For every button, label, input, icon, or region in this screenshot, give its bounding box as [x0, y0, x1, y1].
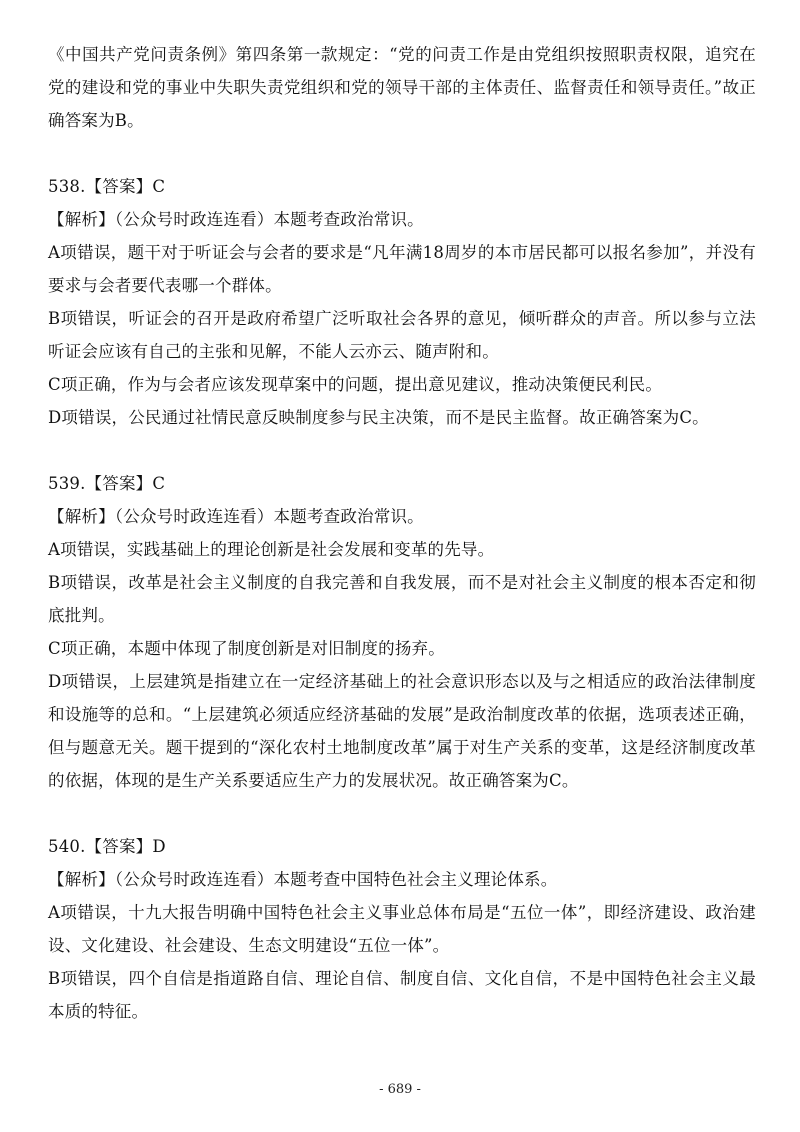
answer-540-analysis: 【解析】（公众号时政连连看）本题考查中国特色社会主义理论体系。: [48, 870, 558, 889]
answer-540: [48, 830, 756, 1028]
answer-539-option-d: D项错误，上层建筑是指建立在一定经济基础上的社会意识形态以及与之相适应的政治法律制度和设施等的总和。“上层建筑必须适应经济基础的发展”是政治制度改革的依据，选项表述正确，但与题意无关。题干提到的“深化农村土地制度改革”属于对生产关系的变革，这是经济制度改革的依据，体现的是生产关系要适应生产力的发展状况。故正确答案为C。: [48, 672, 756, 790]
spacer: [48, 137, 756, 170]
spacer: [48, 434, 756, 467]
answer-538-head: 538.【答案】C: [48, 177, 166, 196]
intro-paragraph: 《中国共产党问责条例》第四条第一款规定：“党的问责工作是由党组织按照职责权限，追究在党的建设和党的事业中失职失责党组织和党的领导干部的主体责任、监督责任和领导责任。”故正确答案为B。: [48, 45, 756, 130]
answer-538-analysis: 【解析】（公众号时政连连看）本题考查政治常识。: [48, 210, 424, 229]
answer-540-option-b: B项错误，四个自信是指道路自信、理论自信、制度自信、文化自信，不是中国特色社会主义最本质的特征。: [48, 969, 756, 1021]
answer-538-option-c: C项正确，作为与会者应该发现草案中的问题，提出意见建议，推动决策便民利民。: [48, 375, 663, 394]
answer-540-option-a: A项错误，十九大报告明确中国特色社会主义事业总体布局是“五位一体”，即经济建设、政治建设、文化建设、社会建设、生态文明建设“五位一体”。: [48, 903, 756, 955]
answer-538-option-a: A项错误，题干对于听证会与会者的要求是“凡年满18周岁的本市居民都可以报名参加”，并没有要求与会者要代表哪一个群体。: [48, 243, 756, 295]
answer-540-head: 540.【答案】D: [48, 837, 166, 856]
page-number: - 689 -: [379, 1082, 421, 1097]
answer-539-option-b: B项错误，改革是社会主义制度的自我完善和自我发展，而不是对社会主义制度的根本否定和彻底批判。: [48, 573, 756, 625]
answer-538: [48, 170, 756, 434]
answer-538-option-d: D项错误，公民通过社情民意反映制度参与民主决策，而不是民主监督。故正确答案为C。: [48, 408, 709, 427]
answer-539-option-c: C项正确，本题中体现了制度创新是对旧制度的扬弃。: [48, 639, 445, 658]
answer-539: [48, 467, 756, 797]
answer-539-analysis: 【解析】（公众号时政连连看）本题考查政治常识。: [48, 507, 424, 526]
answer-539-option-a: A项错误，实践基础上的理论创新是社会发展和变革的先导。: [48, 540, 495, 559]
document-body: [48, 38, 756, 1028]
spacer: [48, 797, 756, 830]
answer-538-option-b: B项错误，听证会的召开是政府希望广泛听取社会各界的意见，倾听群众的声音。所以参与立法听证会应该有自己的主张和见解，不能人云亦云、随声附和。: [48, 309, 756, 361]
answer-539-head: 539.【答案】C: [48, 474, 166, 493]
